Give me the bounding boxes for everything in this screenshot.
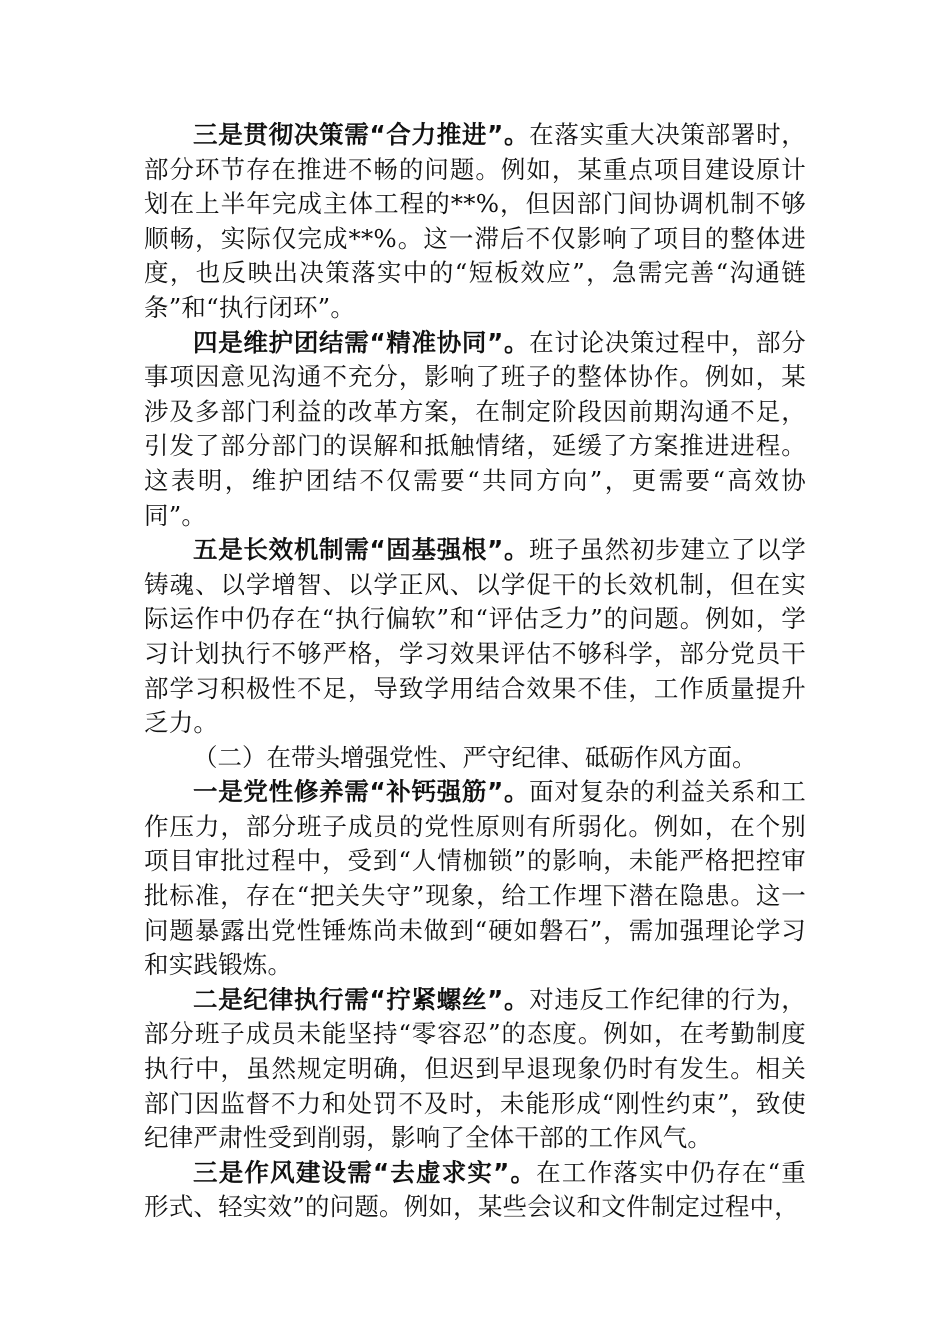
paragraph-body: 在工作落实中仍存在“重形式、轻实效”的问题。例如，某些会议和文件制定过程中， bbox=[144, 1157, 806, 1222]
paragraph-body: 班子虽然初步建立了以学铸魂、以学增智、以学正风、以学促干的长效机制，但在实际运作中仍存在“执行偏软”和“评估乏力”的问题。例如，学习计划执行不够严格，学习效果评估不够科学，部分党员干部学习积极性不足，导致学用结合效果不佳，工作质量提升乏力。 bbox=[144, 535, 806, 738]
paragraph-long-term-mechanism bbox=[144, 533, 806, 741]
paragraph-body: 在讨论决策过程中，部分事项因意见沟通不充分，影响了班子的整体协作。例如，某涉及多部门利益的改革方案，在制定阶段因前期沟通不足，引发了部分部门的误解和抵触情绪，延缓了方案推进进程。这表明，维护团结不仅需要“共同方向”，更需要“高效协同”。 bbox=[144, 327, 806, 530]
paragraph-lead: 四是维护团结需“精准协同”。 bbox=[193, 327, 530, 357]
paragraph-unity-coordination bbox=[144, 326, 806, 534]
paragraph-decision-implementation bbox=[144, 118, 806, 326]
paragraph-lead: 三是作风建设需“去虚求实”。 bbox=[193, 1157, 537, 1187]
paragraph-party-spirit bbox=[144, 775, 806, 983]
paragraph-work-style bbox=[144, 1156, 806, 1225]
paragraph-lead: 三是贯彻决策需“合力推进”。 bbox=[193, 120, 530, 149]
paragraph-body: 对违反工作纪律的行为，部分班子成员未能坚持“零容忍”的态度。例如，在考勤制度执行中，虽然规定明确，但迟到早退现象仍时有发生。相关部门因监督不力和处罚不及时，未能形成“刚性约束”，致使纪律严肃性受到削弱，影响了全体干部的工作风气。 bbox=[144, 984, 806, 1153]
paragraph-lead: 一是党性修养需“补钙强筋”。 bbox=[193, 777, 530, 807]
paragraph-body: 面对复杂的利益关系和工作压力，部分班子成员的党性原则有所弱化。例如，在个别项目审批过程中，受到“人情枷锁”的影响，未能严格把控审批标准，存在“把关失守”现象，给工作埋下潜在隐患。这一问题暴露出党性锤炼尚未做到“硬如磐石”，需加强理论学习和实践锻炼。 bbox=[144, 777, 806, 980]
section-heading: （二）在带头增强党性、严守纪律、砥砺作风方面。 bbox=[193, 742, 757, 772]
paragraph-lead: 五是长效机制需“固基强根”。 bbox=[193, 535, 530, 565]
paragraph-discipline bbox=[144, 983, 806, 1156]
paragraph-lead: 二是纪律执行需“拧紧螺丝”。 bbox=[193, 984, 530, 1014]
paragraph-body: 在落实重大决策部署时，部分环节存在推进不畅的问题。例如，某重点项目建设原计划在上半年完成主体工程的**%，但因部门间协调机制不够顺畅，实际仅完成**%。这一滞后不仅影响了项目的整体进度，也反映出决策落实中的“短板效应”，急需完善“沟通链条”和“执行闭环”。 bbox=[144, 120, 806, 322]
